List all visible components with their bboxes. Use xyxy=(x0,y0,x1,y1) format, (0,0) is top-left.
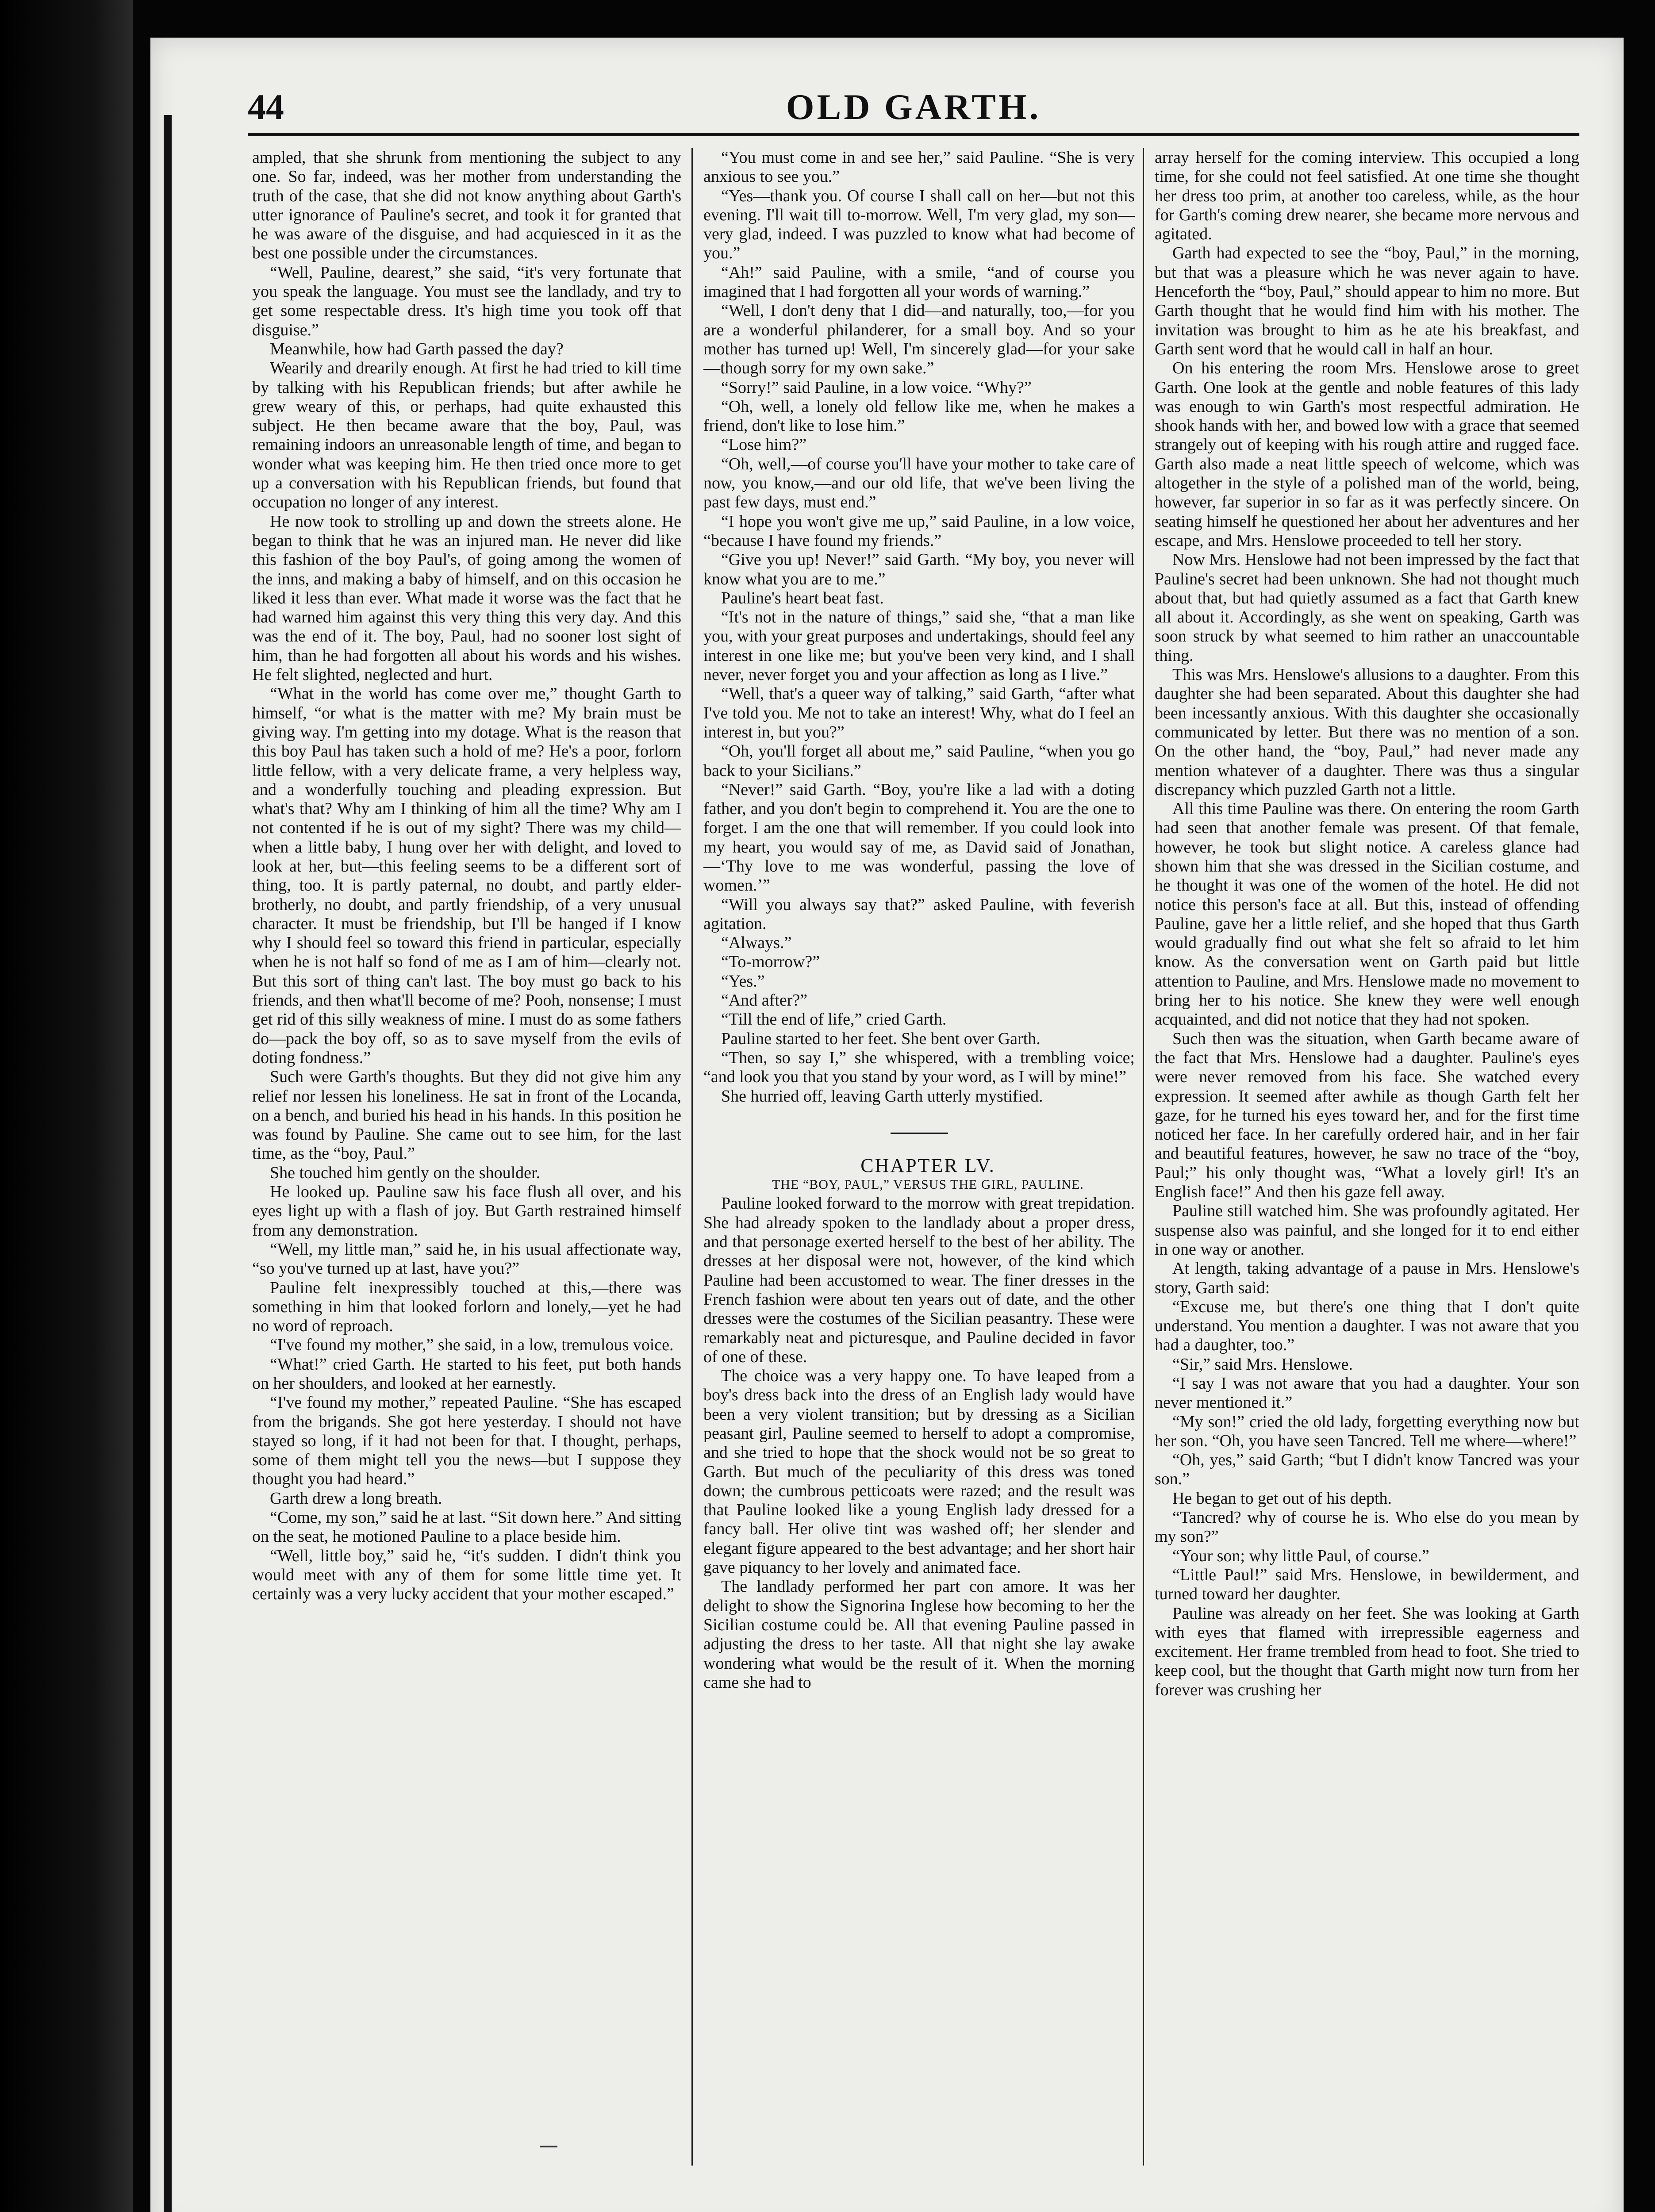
column-rule xyxy=(1143,148,1144,2166)
chapter-title: CHAPTER LV. xyxy=(860,1154,995,1176)
header-rule xyxy=(248,133,1579,136)
paragraph: “Well, little boy,” said he, “it's sudden. I didn't think you would meet with any of them for some little time yet. It certainly was a very lucky accident that your mother escaped.” xyxy=(252,1546,681,1604)
paragraph: “I hope you won't give me up,” said Pauline, in a low voice, “because I have found my friends.” xyxy=(703,512,1135,550)
paragraph: He began to get out of his depth. xyxy=(1172,1489,1392,1508)
paragraph: “To-morrow?” xyxy=(721,952,820,972)
paragraph: Pauline still watched him. She was profoundly agitated. Her suspense also was painful, and she longed for it to end either in one way or another. xyxy=(1155,1202,1579,1259)
paragraph: “It's not in the nature of things,” said she, “that a man like you, with your great purposes and undertakings, should feel any interest in one like me; but you've been very kind, and I shall never, never forget you and your affection as long as I live.” xyxy=(703,608,1135,684)
column-3 xyxy=(1155,148,1579,2183)
paragraph: “Always.” xyxy=(721,933,792,952)
page-header xyxy=(248,86,1579,135)
paragraph: “And after?” xyxy=(721,991,808,1010)
paragraph: Such then was the situation, when Garth became aware of the fact that Mrs. Henslowe had a daughter. Pauline's eyes were never removed from his face. She watched every expression. It seemed after awhile as though Garth felt her gaze, for he turned his eyes toward her, and for the first time noticed her face. In her carefully ordered hair, and in her fair and beautiful features, however, he saw no trace of the “boy, Paul;” his only thought was, “What a lovely girl! It's an English face!” And then his gaze fell away. xyxy=(1155,1029,1579,1202)
paragraph: Now Mrs. Henslowe had not been impressed by the fact that Pauline's secret had been unknown. She had not thought much about that, but had quietly assumed as a fact that Garth knew all about it. Accordingly, as she went on speaking, Garth was soon struck by what seemed to him rather an unaccountable thing. xyxy=(1155,550,1579,665)
paragraph: Pauline was already on her feet. She was looking at Garth with eyes that flamed with irrepressible eagerness and excitement. Her frame trembled from head to foot. She tried to keep cool, but the thought that Garth might now turn from her forever was crushing her xyxy=(1155,1604,1579,1699)
running-head: OLD GARTH. xyxy=(786,87,1041,127)
paragraph: Pauline started to her feet. She bent over Garth. xyxy=(721,1029,1041,1048)
paragraph: He looked up. Pauline saw his face flush all over, and his eyes light up with a flash of joy. But Garth restrained himself from any demonstration. xyxy=(252,1183,681,1240)
paragraph: The choice was a very happy one. To have leaped from a boy's dress back into the dress of an English lady would have been a very violent transition; but by dressing as a Sicilian peasant girl, Pauline seemed to herself to adopt a compromise, and she tried to hope that the shock would not be so great to Garth. But much of the peculiarity of this dress was toned down; the cumbrous petticoats were razed; and the result was that Pauline looked like a young English lady dressed for a fancy ball. Her olive tint was washed off; her slender and elegant figure appeared to the best advantage; and her short hair gave piquancy to her lovely and animated face. xyxy=(703,1367,1135,1577)
paragraph: “I've found my mother,” she said, in a low, tremulous voice. xyxy=(270,1336,674,1355)
paragraph: “Oh, yes,” said Garth; “but I didn't know Tancred was your son.” xyxy=(1155,1451,1579,1489)
chapter-divider xyxy=(891,1133,948,1134)
page-left-border xyxy=(164,115,172,2212)
paragraph: “Well, my little man,” said he, in his usual affectionate way, “so you've turned up at last, have you?” xyxy=(252,1240,681,1278)
paragraph: “Excuse me, but there's one thing that I don't quite understand. You mention a daughter. I was not aware that you had a daughter, too.” xyxy=(1155,1297,1579,1355)
paragraph: “What in the world has come over me,” thought Garth to himself, “or what is the matter with me? My brain must be giving way. I'm getting into my dotage. What is the reason that this boy Paul has taken such a hold of me? He's a poor, forlorn little fellow, with a very delicate frame, a very helpless way, and a wonderfully touching and pleading expression. But what's that? Why am I thinking of him all the time? Why am I not contented if he is out of my sight? There was my child—when a little baby, I hung over her with delight, and loved to look at her, but—this feeling seems to be a different sort of thing, too. It is partly paternal, no doubt, and partly elder-brotherly, no doubt, and partly friendship, of a very unusual character. It must be friendship, but I'll be hanged if I know why I should feel so toward this friend in particular, especially when he is not half so fond of me as I am of him—clearly not. But this sort of thing can't last. The boy must go back to his friends, and then what'll become of me? Pooh, nonsense; I must get rid of this silly weakness of mine. I must do as some fathers do—pack the boy off, so as to save myself from the evils of doting fondness.” xyxy=(252,684,681,1067)
paragraph: “I say I was not aware that you had a daughter. Your son never mentioned it.” xyxy=(1155,1374,1579,1412)
paragraph: This was Mrs. Henslowe's allusions to a daughter. From this daughter she had been separated. About this daughter she had been incessantly anxious. With this daughter she occasionally communicated by letter. But there was no mention of a son. On the other hand, the “boy, Paul,” had never made any mention whatever of a daughter. There was thus a singular discrepancy which puzzled Garth not a little. xyxy=(1155,665,1579,799)
column-2 xyxy=(703,148,1135,2183)
paragraph: She touched him gently on the shoulder. xyxy=(270,1163,541,1182)
paragraph: Pauline felt inexpressibly touched at this,—there was something in him that looked forlorn and lonely,—yet he had no word of reproach. xyxy=(252,1278,681,1336)
paragraph: “My son!” cried the old lady, forgetting everything now but her son. “Oh, you have seen Tancred. Tell me where—where!” xyxy=(1155,1412,1579,1450)
paragraph: Garth had expected to see the “boy, Paul,” in the morning, but that was a pleasure which he was never again to have. Henceforth the “boy, Paul,” should appear to him no more. But Garth thought that he would find him with his mother. The invitation was brought to him as he ate his breakfast, and Garth sent word that he would call in half an hour. xyxy=(1155,244,1579,358)
paragraph: “Lose him?” xyxy=(721,435,807,454)
paragraph: “What!” cried Garth. He started to his feet, put both hands on her shoulders, and looked at her earnestly. xyxy=(252,1355,681,1393)
paragraph: On his entering the room Mrs. Henslowe arose to greet Garth. One look at the gentle and noble features of this lady was enough to win Garth's most respectful admiration. He shook hands with her, and bowed low with a grace that seemed strangely out of keeping with his rough attire and rugged face. Garth also made a neat little speech of welcome, which was altogether in the style of a polished man of the world, being, however, far superior in so far as it was perfectly sincere. On seating himself he questioned her about her adventures and her escape, and Mrs. Henslowe proceeded to tell her story. xyxy=(1155,359,1579,550)
paragraph: “I've found my mother,” repeated Pauline. “She has escaped from the brigands. She got here yesterday. I should not have stayed so long, if it had not been for that. I thought, perhaps, some of them might tell you the news—but I suppose they thought you had heard.” xyxy=(252,1393,681,1489)
paragraph: “Give you up! Never!” said Garth. “My boy, you never will know what you are to me.” xyxy=(703,550,1135,588)
paragraph: “Yes—thank you. Of course I shall call on her—but not this evening. I'll wait till to-morrow. Well, I'm very glad, my son—very glad, indeed. I was puzzled to know what had become of you.” xyxy=(703,186,1135,263)
paragraph: “Come, my son,” said he at last. “Sit down here.” And sitting on the seat, he motioned Pauline to a place beside him. xyxy=(252,1508,681,1546)
paragraph: The landlady performed her part con amore. It was her delight to show the Signorina Inglese how becoming to her the Sicilian costume could be. All that evening Pauline passed in adjusting the dress to her taste. All that night she lay awake wondering what would be the result of it. When the morning came she had to xyxy=(703,1577,1135,1692)
paragraph: “Yes.” xyxy=(721,972,765,991)
paragraph: Such were Garth's thoughts. But they did not give him any relief nor lessen his loneliness. He sat in front of the Locanda, on a bench, and buried his head in his hands. In this position he was found by Pauline. She came out to see him, for the last time, as the “boy, Paul.” xyxy=(252,1068,681,1163)
paragraph: “Tancred? why of course he is. Who else do you mean by my son?” xyxy=(1155,1508,1579,1546)
paragraph: “Your son; why little Paul, of course.” xyxy=(1172,1546,1429,1565)
column-1 xyxy=(252,148,681,2183)
chapter-subtitle: THE “BOY, PAUL,” VERSUS THE GIRL, PAULINE. xyxy=(772,1177,1084,1192)
paragraph: “Well, that's a queer way of talking,” said Garth, “after what I've told you. Me not to take an interest! Why, what do I feel an interest in, but you?” xyxy=(703,684,1135,741)
paragraph: He now took to strolling up and down the streets alone. He began to think that he was an injured man. He never did like this fashion of the boy Paul's, of going among the women of the inns, and making a baby of himself, and on this occasion he liked it less than ever. What made it worse was the fact that he had warned him against this very thing this very day. And this was the end of it. The boy, Paul, had no sooner lost sight of him, than he had forgotten all about his words and his wishes. He felt slighted, neglected and hurt. xyxy=(252,512,681,684)
paragraph: “Oh, well,—of course you'll have your mother to take care of now, you know,—and our old life, that we've been living the past few days, must end.” xyxy=(703,454,1135,512)
paragraph: Wearily and drearily enough. At first he had tried to kill time by talking with his Republican friends; but after awhile he grew weary of this, or perhaps, had quite exhausted this subject. He then became aware that the boy, Paul, was remaining indoors an unreasonable length of time, and began to wonder what was keeping him. He then tried once more to get up a conversation with his Republican friends, but found that occupation no longer of any interest. xyxy=(252,359,681,512)
paragraph: “Sir,” said Mrs. Henslowe. xyxy=(1172,1355,1353,1374)
scan-edge xyxy=(0,0,133,2212)
paragraph: Garth drew a long breath. xyxy=(270,1489,442,1508)
paragraph: “Oh, you'll forget all about me,” said Pauline, “when you go back to your Sicilians.” xyxy=(703,742,1135,780)
paragraph: “Then, so say I,” she whispered, with a trembling voice; “and look you that you stand by your word, as I will by mine!” xyxy=(703,1048,1135,1087)
paragraph: Pauline's heart beat fast. xyxy=(721,588,884,607)
paragraph: She hurried off, leaving Garth utterly mystified. xyxy=(721,1087,1043,1106)
paragraph: “Will you always say that?” asked Pauline, with feverish agitation. xyxy=(703,895,1135,933)
paragraph: “Well, Pauline, dearest,” she said, “it's very fortunate that you speak the language. You must see the landlady, and try to get some respectable dress. It's high time you took off that disguise.” xyxy=(252,263,681,339)
paragraph: “Never!” said Garth. “Boy, you're like a lad with a doting father, and you don't begin to comprehend it. You are the one to forget. I am the one that will remember. If you could look into my heart, you would say of me, as David said of Jonathan,—‘Thy love to me was wonderful, passing the love of women.’” xyxy=(703,780,1135,895)
paragraph: “Oh, well, a lonely old fellow like me, when he makes a friend, don't like to lose him.” xyxy=(703,397,1135,435)
paragraph: Meanwhile, how had Garth passed the day? xyxy=(270,339,564,358)
paragraph: Pauline looked forward to the morrow with great trepidation. She had already spoken to the landlady about a proper dress, and that personage exerted herself to the best of her ability. The dresses at her disposal were not, however, of the kind which Pauline had been accustomed to wear. The finer dresses in the French fashion were about ten years out of date, and the other dresses were the costumes of the Sicilian peasantry. These were remarkably neat and picturesque, and Pauline decided in favor of one of these. xyxy=(703,1194,1135,1366)
paragraph: “Sorry!” said Pauline, in a low voice. “Why?” xyxy=(721,378,1032,397)
column-rule xyxy=(691,148,693,2166)
page-number: 44 xyxy=(248,87,284,127)
paragraph: “Ah!” said Pauline, with a smile, “and of course you imagined that I had forgotten all your words of warning.” xyxy=(703,263,1135,301)
print-mark xyxy=(540,2146,557,2147)
paragraph: “Little Paul!” said Mrs. Henslowe, in bewilderment, and turned toward her daughter. xyxy=(1155,1565,1579,1604)
paragraph: At length, taking advantage of a pause in Mrs. Henslowe's story, Garth said: xyxy=(1155,1259,1579,1297)
paragraph: array herself for the coming interview. This occupied a long time, for she could not feel satisfied. At one time she thought her dress too prim, at another too careless, while, as the hour for Garth's coming drew nearer, she became more nervous and agitated. xyxy=(1155,148,1579,244)
paragraph: “You must come in and see her,” said Pauline. “She is very anxious to see you.” xyxy=(703,148,1135,186)
paragraph: “Till the end of life,” cried Garth. xyxy=(721,1010,947,1029)
paragraph: ampled, that she shrunk from mentioning the subject to any one. So far, indeed, was her mother from understanding the truth of the case, that she did not know anything about Garth's utter ignorance of Pauline's secret, and took it for granted that he was aware of the disguise, and had acquiesced in it as the best one possible under the circumstances. xyxy=(252,148,681,263)
paragraph: All this time Pauline was there. On entering the room Garth had seen that another female was present. Of that female, however, he took but slight notice. A careless glance had shown him that she was dressed in the Sicilian costume, and he thought it was one of the women of the hotel. He did not notice this person's face at all. But this, instead of offending Pauline, gave her a little relief, and she hoped that thus Garth would gradually find out what she felt so afraid to let him know. As the conversation went on Garth paid but little attention to Pauline, and Mrs. Henslowe made no movement to bring her to his notice. She knew they were well enough acquainted, and did not notice that they had not spoken. xyxy=(1155,799,1579,1029)
paragraph: “Well, I don't deny that I did—and naturally, too,—for you are a wonderful philanderer, for a small boy. And so your mother has turned up! Well, I'm sincerely glad—for your sake—though sorry for my own sake.” xyxy=(703,301,1135,378)
